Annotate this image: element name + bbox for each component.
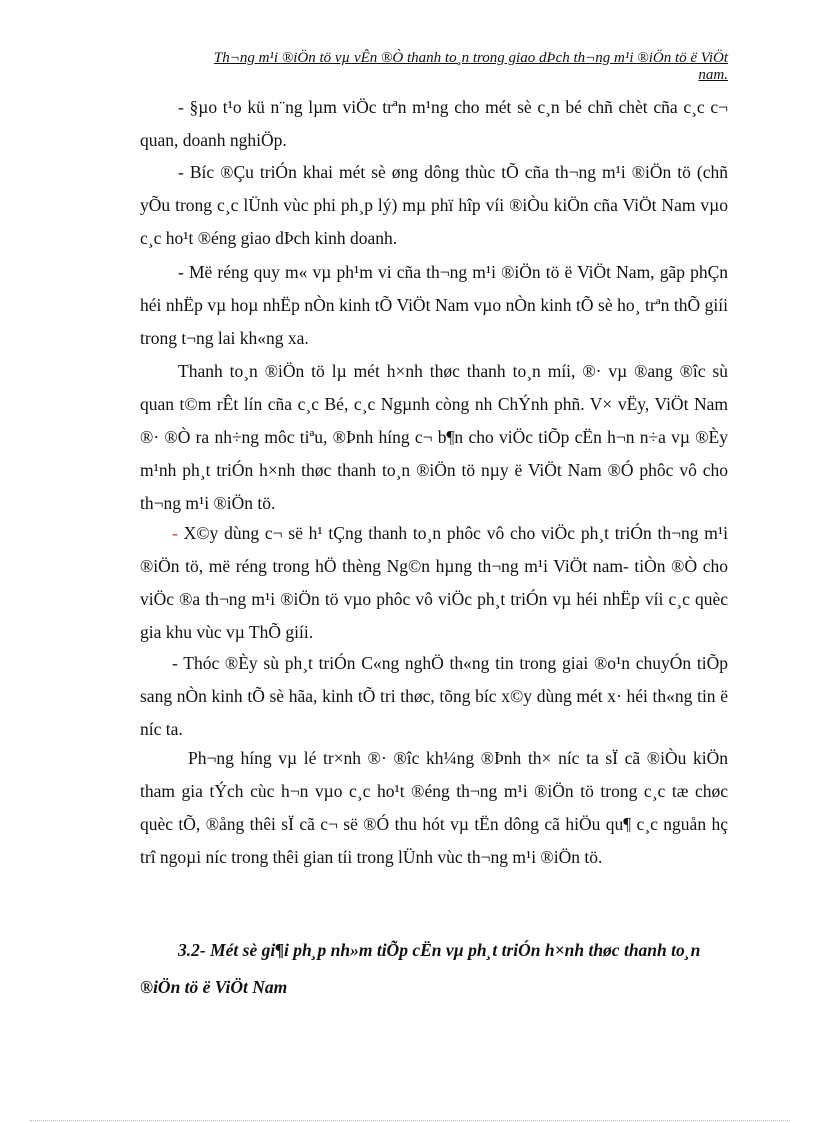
- bullet-dash: -: [178, 162, 190, 182]
- paragraph-infrastructure: [140, 517, 728, 649]
- paragraph-it-development: [140, 647, 728, 746]
- paragraph-text: Thanh to¸n ®iÖn tö lµ mét h×nh thøc thanh to¸n míi, ®· vµ ®ang ®îc sù quan t©m rÊt lín cña c¸c Bé, c¸c Ngµnh còng nh ChÝnh phñ. V× vËy, ViÖt Nam ®· ®Ò ra nh÷ng môc tiªu, ®Þnh híng c¬ b¶n cho viÖc tiÕp cËn h¬n n÷a vµ ®Èy m¹nh ph¸t triÓn h×nh thøc thanh to¸n ®iÖn tö nµy ë ViÖt Nam ®Ó phôc vô cho th¬ng m¹i ®iÖn tö.: [140, 361, 728, 513]
- paragraph-text: Thóc ®Èy sù ph¸t triÓn C«ng nghÖ th«ng tin trong giai ®o¹n chuyÓn tiÕp sang nÒn kinh tÕ sè hãa, kinh tÕ tri thøc, tõng bíc x©y dùng mét x· héi th«ng tin ë níc ta.: [140, 653, 728, 739]
- paragraph-training: [140, 91, 728, 157]
- paragraph-text: §µo t¹o kü n¨ng lµm viÖc trªn m¹ng cho mét sè c¸n bé chñ chèt cña c¸c c¬ quan, doanh nghiÖp.: [140, 97, 728, 150]
- paragraph-applications: [140, 156, 728, 255]
- section-heading: 3.2- Mét sè gi¶i ph¸p nh»m tiÕp cËn vµ ph¸t triÓn h×nh thøc thanh to¸n ®iÖn tö ë ViÖt Nam: [140, 940, 701, 997]
- bullet-dash: -: [172, 523, 184, 543]
- running-header: [140, 50, 728, 84]
- bullet-dash: -: [172, 653, 184, 673]
- paragraph-text: Bíc ®Çu triÓn khai mét sè øng dông thùc tÕ cña th¬ng m¹i ®iÖn tö (chñ yÕu trong c¸c lÜnh vùc phi ph¸p lý) mµ phï hîp víi ®iÒu kiÖn cña ViÖt Nam vµo c¸c ho¹t ®éng giao dÞch kinh doanh.: [140, 162, 729, 248]
- header-line-2: nam.: [698, 67, 728, 83]
- paragraph-text: Më réng quy m« vµ ph¹m vi cña th¬ng m¹i ®iÖn tö ë ViÖt Nam, gãp phÇn héi nhËp vµ hoµ nhËp nÒn kinh tÕ ViÖt Nam vµo nÒn kinh tÕ sè ho¸ trªn thÕ giíi trong t¬ng lai kh«ng xa.: [140, 262, 729, 348]
- paragraph-text: Ph¬ng híng vµ lé tr×nh ®· ®îc kh¼ng ®Þnh th× níc ta sÏ cã ®iÒu kiÖn tham gia tÝch cùc h¬n vµo c¸c ho¹t ®éng th¬ng m¹i ®iÖn tö trong c¸c tæ chøc quèc tÕ, ®ång thêi sÏ cã c¬ së ®Ó thu hót vµ tËn dông cã hiÖu qu¶ c¸c nguån hç trî ngoµi níc trong thêi gian tíi trong lÜnh vùc th¬ng m¹i ®iÖn tö.: [140, 748, 728, 867]
- paragraph-electronic-payment: [140, 355, 728, 520]
- header-line-1: Th¬ng m¹i ®iÖn tö vµ vÊn ®Ò thanh to¸n trong giao dÞch th¬ng m¹i ®iÖn tö ë ViÖt: [213, 50, 728, 66]
- paragraph-direction: [140, 742, 728, 874]
- paragraph-expansion: [140, 256, 728, 355]
- paragraph-text: X©y dùng c¬ së h¹ tÇng thanh to¸n phôc vô cho viÖc ph¸t triÓn th¬ng m¹i ®iÖn tö, më réng trong hÖ thèng Ng©n hµng th¬ng m¹i ViÖt nam- tiÒn ®Ò cho viÖc ®a th¬ng m¹i ®iÖn tö vµo phôc vô viÖc ph¸t triÓn vµ héi nhËp víi c¸c quèc gia khu vùc vµ ThÕ giíi.: [140, 523, 729, 642]
- bullet-dash: -: [178, 97, 190, 117]
- footer-rule: [30, 1120, 790, 1121]
- bullet-dash: -: [178, 262, 189, 282]
